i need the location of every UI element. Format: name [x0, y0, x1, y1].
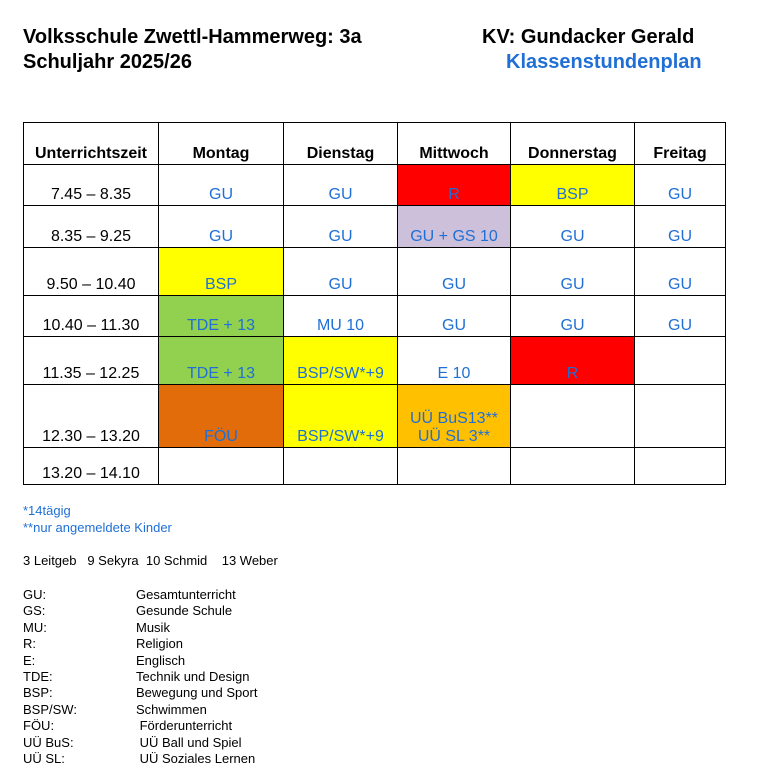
- time-slot: 8.35 – 9.25: [24, 206, 159, 248]
- lesson-cell-thursday: [511, 206, 635, 248]
- column-header-thursday: Donnerstag: [511, 123, 635, 165]
- lesson-cell-thursday: [511, 165, 635, 206]
- lesson-cell-tuesday: [284, 296, 398, 337]
- note-biweekly: *14tägig: [23, 503, 71, 518]
- lesson-cell-wednesday: [398, 248, 511, 296]
- legend-abbreviation: MU:: [23, 619, 47, 635]
- lesson-label: GU: [328, 186, 353, 203]
- column-header-wednesday: Mittwoch: [398, 123, 511, 165]
- lesson-label: R: [448, 186, 460, 203]
- lesson-cell-thursday: [511, 296, 635, 337]
- lesson-cell-wednesday: [398, 385, 511, 448]
- lesson-cell-tuesday: [284, 165, 398, 206]
- column-header-time: Unterrichtszeit: [24, 123, 159, 165]
- lesson-cell-monday: [159, 385, 284, 448]
- lesson-cell-tuesday: [284, 385, 398, 448]
- legend-abbreviation: E:: [23, 652, 36, 668]
- timetable-row: [24, 165, 726, 206]
- lesson-label: GU: [668, 228, 692, 245]
- legend-subject-name: Bewegung und Sport: [136, 685, 258, 701]
- class-teacher: KV: Gundacker Gerald: [482, 26, 695, 48]
- legend-subject-name: Schwimmen: [136, 701, 207, 717]
- legend-abbreviation: BSP/SW:: [23, 701, 77, 717]
- lesson-cell-tuesday: [284, 248, 398, 296]
- timetable-header-row: [24, 123, 726, 165]
- lesson-cell-friday: [635, 296, 726, 337]
- lesson-cell-friday: [635, 448, 726, 485]
- time-slot: 7.45 – 8.35: [24, 165, 159, 206]
- lesson-label: GU: [668, 276, 692, 293]
- lesson-cell-tuesday: [284, 448, 398, 485]
- lesson-cell-friday: [635, 337, 726, 385]
- lesson-cell-monday: [159, 165, 284, 206]
- lesson-label: UÜ SL 3**: [417, 428, 491, 445]
- lesson-label: E 10: [437, 365, 471, 382]
- lesson-label: GU: [560, 228, 585, 245]
- column-header-tuesday: Dienstag: [284, 123, 398, 165]
- teacher-list: 3 Leitgeb 9 Sekyra 10 Schmid 13 Weber: [23, 553, 278, 568]
- legend-abbreviation: R:: [23, 636, 36, 652]
- timetable-row: [24, 296, 726, 337]
- time-slot: 9.50 – 10.40: [24, 248, 159, 296]
- timetable-row: [24, 448, 726, 485]
- legend-subject-name: Englisch: [136, 652, 186, 668]
- legend-subject-name: Religion: [136, 636, 183, 652]
- lesson-label: FÖU: [204, 428, 238, 445]
- lesson-cell-monday: [159, 206, 284, 248]
- lesson-cell-monday: [159, 248, 284, 296]
- lesson-label: MU 10: [316, 317, 365, 334]
- lesson-label: TDE + 13: [186, 317, 256, 334]
- note-registered-only: **nur angemeldete Kinder: [23, 520, 172, 535]
- lesson-cell-friday: [635, 248, 726, 296]
- lesson-cell-wednesday: [398, 165, 511, 206]
- legend-abbreviation: GS:: [23, 603, 46, 619]
- lesson-label: R: [566, 365, 579, 382]
- lesson-label: GU: [442, 317, 466, 334]
- legend-abbreviation: UÜ SL:: [23, 750, 65, 766]
- lesson-cell-friday: [635, 206, 726, 248]
- lesson-cell-monday: [159, 448, 284, 485]
- legend-abbreviation: TDE:: [23, 668, 53, 684]
- legend-abbreviation: GU:: [23, 587, 47, 602]
- lesson-cell-tuesday: [284, 206, 398, 248]
- lesson-cell-friday: [635, 385, 726, 448]
- lesson-cell-wednesday: [398, 296, 511, 337]
- lesson-cell-wednesday: [398, 448, 511, 485]
- lesson-label: BSP/SW*+9: [297, 365, 384, 382]
- time-slot: 13.20 – 14.10: [24, 448, 159, 485]
- lesson-label: GU: [560, 317, 585, 334]
- legend-subject-name: Gesamtunterricht: [136, 587, 236, 602]
- plan-title: Klassenstundenplan: [506, 51, 702, 73]
- legend-abbreviation: UÜ BuS:: [23, 734, 74, 750]
- lesson-label: TDE + 13: [186, 365, 256, 382]
- time-slot: 12.30 – 13.20: [24, 385, 159, 448]
- lesson-label: GU: [209, 186, 233, 203]
- timetable-row: [24, 206, 726, 248]
- lesson-label: GU: [668, 317, 692, 334]
- lesson-label: GU + GS 10: [410, 228, 498, 245]
- legend-subject-name: Musik: [136, 619, 170, 635]
- timetable-row: [24, 385, 726, 448]
- school-year: Schuljahr 2025/26: [23, 51, 192, 73]
- lesson-cell-thursday: [511, 448, 635, 485]
- lesson-cell-thursday: [511, 385, 635, 448]
- legend-abbreviation: BSP:: [23, 685, 53, 701]
- column-header-friday: Freitag: [635, 123, 726, 165]
- legend-subject-name: Technik und Design: [136, 668, 250, 684]
- lesson-cell-thursday: [511, 248, 635, 296]
- lesson-cell-monday: [159, 296, 284, 337]
- legend-abbreviation: FÖU:: [23, 718, 55, 734]
- legend-subject-name: UÜ Ball und Spiel: [136, 734, 242, 750]
- time-slot: 11.35 – 12.25: [24, 337, 159, 385]
- lesson-label: BSP: [556, 186, 589, 203]
- lesson-label: GU: [328, 228, 353, 245]
- lesson-cell-thursday: [511, 337, 635, 385]
- lesson-cell-tuesday: [284, 337, 398, 385]
- lesson-label: BSP/SW*+9: [297, 428, 384, 445]
- lesson-label: UÜ BuS13**: [409, 410, 499, 427]
- lesson-label: BSP: [204, 276, 237, 293]
- timetable: [23, 122, 726, 485]
- lesson-label: GU: [328, 276, 353, 293]
- legend-subject-name: Gesunde Schule: [136, 603, 233, 619]
- lesson-cell-monday: [159, 337, 284, 385]
- lesson-cell-wednesday: [398, 206, 511, 248]
- lesson-cell-friday: [635, 165, 726, 206]
- legend-subject-name: UÜ Soziales Lernen: [136, 750, 256, 766]
- lesson-label: GU: [442, 276, 466, 293]
- timetable-row: [24, 337, 726, 385]
- time-slot: 10.40 – 11.30: [24, 296, 159, 337]
- lesson-cell-wednesday: [398, 337, 511, 385]
- lesson-label: GU: [209, 228, 233, 245]
- column-header-monday: Montag: [159, 123, 284, 165]
- lesson-label: GU: [668, 186, 692, 203]
- school-class-title: Volksschule Zwettl-Hammerweg: 3a: [23, 26, 362, 48]
- legend-subject-name: Förderunterricht: [136, 718, 233, 734]
- lesson-label: GU: [560, 276, 585, 293]
- timetable-row: [24, 248, 726, 296]
